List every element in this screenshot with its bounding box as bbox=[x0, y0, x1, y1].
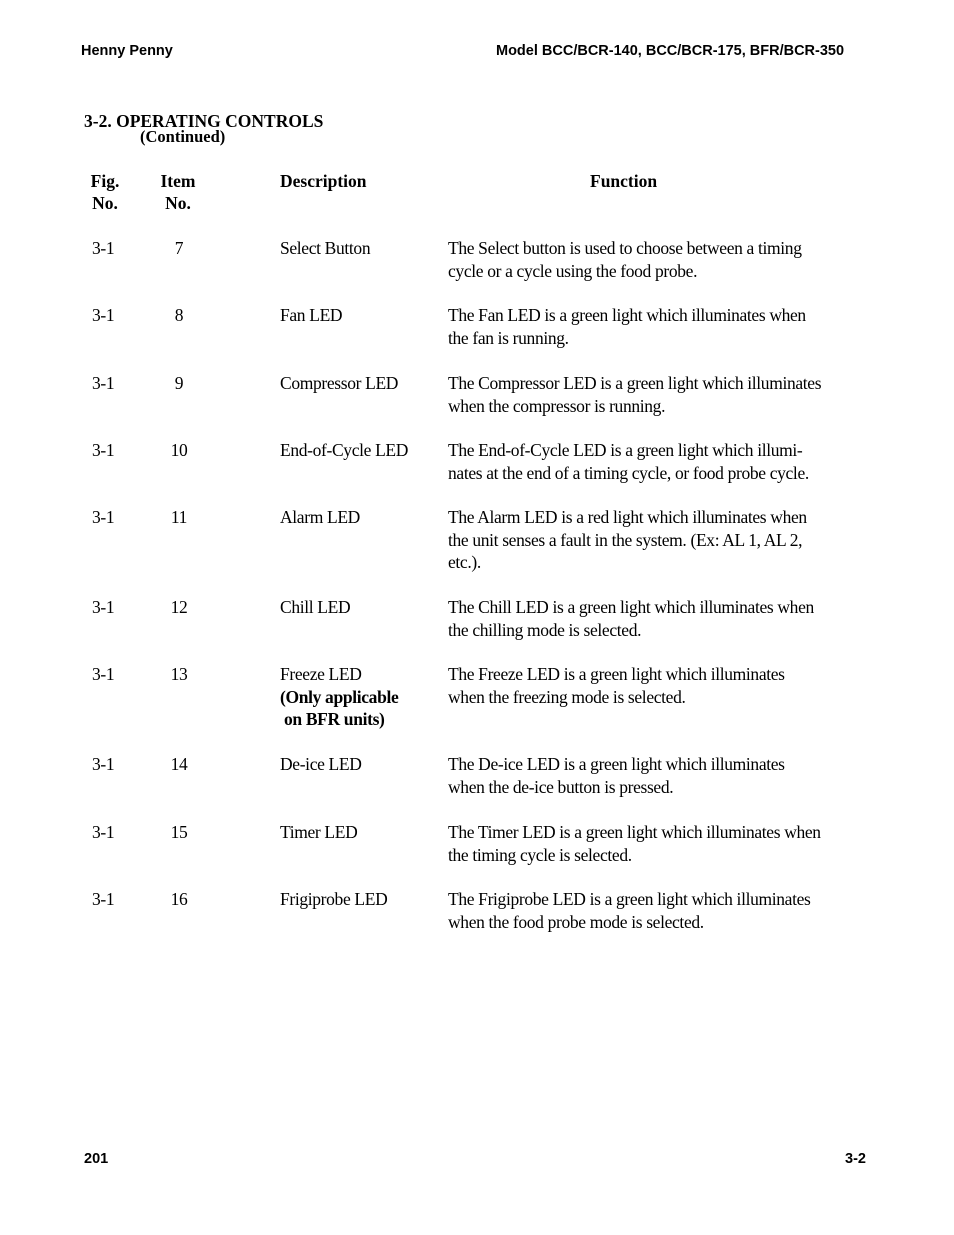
function-cell bbox=[448, 663, 838, 708]
description-text: Compressor LED bbox=[280, 373, 399, 393]
column-header-fig-line2: No. bbox=[92, 192, 118, 213]
column-header-fig-line1: Fig. bbox=[90, 171, 120, 191]
footer-page-number: 3-2 bbox=[845, 1151, 866, 1167]
function-cell bbox=[448, 888, 838, 933]
column-header-item-line1: Item bbox=[160, 171, 196, 191]
function-text-line: The Frigiprobe LED is a green light which illuminates bbox=[448, 889, 811, 909]
description-cell bbox=[280, 888, 440, 911]
description-text: Chill LED bbox=[280, 597, 351, 617]
description-note: (Only applicable bbox=[280, 686, 399, 707]
description-text: Fan LED bbox=[280, 305, 343, 325]
fig-number: 3-1 bbox=[92, 440, 115, 460]
header-company: Henny Penny bbox=[81, 43, 173, 59]
function-text-line: The End-of-Cycle LED is a green light which illumi- bbox=[448, 440, 803, 460]
function-cell bbox=[448, 506, 838, 574]
description-text: End-of-Cycle LED bbox=[280, 440, 409, 460]
function-text-line: the fan is running. bbox=[448, 327, 569, 348]
column-header-item-line2: No. bbox=[165, 192, 191, 213]
description-cell bbox=[280, 439, 440, 462]
column-header-function: Function bbox=[590, 171, 658, 191]
description-cell bbox=[280, 663, 440, 731]
function-text-line: The Timer LED is a green light which illuminates when bbox=[448, 822, 821, 842]
description-note: on BFR units) bbox=[280, 709, 385, 729]
function-text-line: The De-ice LED is a green light which illuminates bbox=[448, 754, 785, 774]
fig-number: 3-1 bbox=[92, 597, 115, 617]
function-text-line: nates at the end of a timing cycle, or food probe cycle. bbox=[448, 462, 809, 483]
item-number: 10 bbox=[170, 440, 188, 460]
description-cell bbox=[280, 596, 440, 619]
section-continued: (Continued) bbox=[140, 127, 226, 146]
function-text-line: cycle or a cycle using the food probe. bbox=[448, 260, 698, 281]
description-text: Alarm LED bbox=[280, 507, 360, 527]
description-text: Freeze LED bbox=[280, 664, 362, 684]
function-text-line: the chilling mode is selected. bbox=[448, 619, 642, 640]
function-text-line: The Alarm LED is a red light which illuminates when bbox=[448, 507, 807, 527]
function-text-line: The Chill LED is a green light which illuminates when bbox=[448, 597, 814, 617]
item-number: 8 bbox=[174, 305, 184, 325]
fig-number: 3-1 bbox=[92, 373, 115, 393]
column-header-fig bbox=[84, 171, 126, 214]
item-number: 11 bbox=[170, 507, 188, 527]
item-number: 13 bbox=[170, 664, 188, 684]
fig-number: 3-1 bbox=[92, 889, 115, 909]
fig-number: 3-1 bbox=[92, 507, 115, 527]
footer-doc-number: 201 bbox=[84, 1151, 109, 1167]
description-text: Frigiprobe LED bbox=[280, 889, 388, 909]
description-cell bbox=[280, 237, 440, 260]
description-cell bbox=[280, 304, 440, 327]
item-number: 16 bbox=[170, 889, 188, 909]
description-text: Timer LED bbox=[280, 822, 358, 842]
function-cell bbox=[448, 753, 838, 798]
function-text-line: The Select button is used to choose between a timing bbox=[448, 238, 802, 258]
fig-number: 3-1 bbox=[92, 305, 115, 325]
fig-number: 3-1 bbox=[92, 238, 115, 258]
function-cell bbox=[448, 372, 838, 417]
item-number: 15 bbox=[170, 822, 188, 842]
function-text-line: The Compressor LED is a green light which illuminates bbox=[448, 373, 822, 393]
function-cell bbox=[448, 596, 838, 641]
item-number: 9 bbox=[174, 373, 184, 393]
column-header-description: Description bbox=[280, 171, 367, 191]
header-model: Model BCC/BCR-140, BCC/BCR-175, BFR/BCR-350 bbox=[496, 43, 845, 59]
description-cell bbox=[280, 753, 440, 776]
function-cell bbox=[448, 821, 838, 866]
function-text-line: etc.). bbox=[448, 552, 481, 572]
item-number: 12 bbox=[170, 597, 188, 617]
description-text: Select Button bbox=[280, 238, 371, 258]
fig-number: 3-1 bbox=[92, 822, 115, 842]
column-header-item bbox=[154, 171, 202, 214]
section-title: 3-2. OPERATING CONTROLS bbox=[84, 111, 324, 131]
function-text-line: the unit senses a fault in the system. (Ex: AL 1, AL 2, bbox=[448, 529, 803, 550]
section-heading bbox=[84, 111, 324, 146]
function-text-line: when the compressor is running. bbox=[448, 395, 666, 416]
description-cell bbox=[280, 372, 440, 395]
function-text-line: when the food probe mode is selected. bbox=[448, 911, 704, 932]
function-cell bbox=[448, 439, 838, 484]
item-number: 14 bbox=[170, 754, 188, 774]
function-text-line: when the de-ice button is pressed. bbox=[448, 776, 674, 797]
description-cell bbox=[280, 821, 440, 844]
description-cell bbox=[280, 506, 440, 529]
fig-number: 3-1 bbox=[92, 664, 115, 684]
function-text-line: The Freeze LED is a green light which illuminates bbox=[448, 664, 785, 684]
function-text-line: the timing cycle is selected. bbox=[448, 844, 632, 865]
function-text-line: when the freezing mode is selected. bbox=[448, 686, 686, 707]
function-cell bbox=[448, 237, 838, 282]
item-number: 7 bbox=[174, 238, 184, 258]
fig-number: 3-1 bbox=[92, 754, 115, 774]
function-cell bbox=[448, 304, 838, 349]
description-text: De-ice LED bbox=[280, 754, 362, 774]
function-text-line: The Fan LED is a green light which illuminates when bbox=[448, 305, 806, 325]
